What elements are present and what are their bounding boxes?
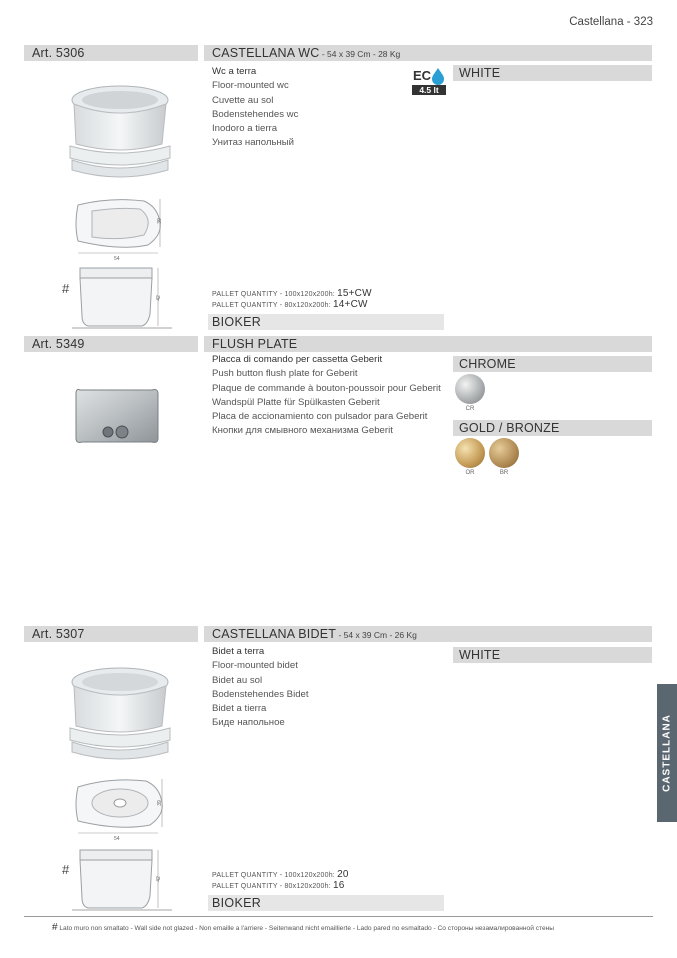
chrome-swatch[interactable]: [455, 374, 485, 404]
wc-product-image: [62, 78, 182, 188]
product-title-bidet: CASTELLANA BIDET - 54 x 39 Cm - 26 Kg: [204, 626, 652, 642]
flush-plate-description: Placca di comando per cassetta Geberit Push button flush plate for Geberit Plaque de commande à bouton-poussoir pour Geberit Wandspül Platte für Spülkasten Geberit Placa de accionamiento con pulsador para Geberit Кнопки для смывного механизма Geberit: [212, 354, 441, 437]
bidet-top-view-drawing: [70, 775, 180, 835]
product-title-wc: CASTELLANA WC - 54 x 39 Cm - 28 Kg: [204, 45, 652, 61]
gold-code: OR: [465, 470, 475, 476]
page-number: Castellana - 323: [569, 16, 653, 28]
finish-gold-bronze: GOLD / BRONZE: [453, 420, 652, 436]
art-number-5307: Art. 5307: [24, 626, 198, 642]
wall-side-mark: #: [62, 281, 70, 296]
section-side-tab[interactable]: CASTELLANA: [657, 684, 677, 822]
finish-white-bidet: WHITE: [453, 647, 652, 663]
bidet-depth-label: 39: [156, 800, 163, 806]
bidet-height-label: 42: [155, 876, 162, 882]
wc-description: Wc a terra Floor-mounted wc Cuvette au sol Bodenstehendes wc Inodoro a tierra Унитаз напольный: [212, 66, 299, 149]
bronze-swatch[interactable]: [489, 438, 519, 468]
wc-top-view-drawing: [70, 195, 180, 255]
bidet-width-label: 54: [114, 836, 120, 842]
svg-text:EC: EC: [413, 68, 432, 83]
chrome-code: CR: [465, 406, 475, 412]
bronze-code: BR: [499, 470, 509, 476]
footnote: # Lato muro non smaltato - Wall side not glazed - Non emaille a l'arriere - Seitenwand nicht emaillierte - Lado pared no esmaltado - Со стороны незамалированной стены: [52, 922, 555, 933]
bidet-product-image: [62, 660, 182, 770]
material-bioker-bidet: BIOKER: [208, 895, 444, 911]
bidet-pallet-info: PALLET QUANTITY - 100x120x200h: 20 PALLET QUANTITY - 80x120x200h: 16: [212, 869, 349, 891]
art-number-5306: Art. 5306: [24, 45, 198, 61]
product-title-flush-plate: FLUSH PLATE: [204, 336, 652, 352]
wall-side-mark-bidet: #: [62, 862, 70, 877]
eco-badge-icon: [412, 66, 446, 96]
wc-pallet-info: PALLET QUANTITY - 100x120x200h: 15+CW PALLET QUANTITY - 80x120x200h: 14+CW: [212, 288, 372, 310]
eco-volume: 4.5 lt: [419, 85, 439, 95]
art-number-5349: Art. 5349: [24, 336, 198, 352]
material-bioker-wc: BIOKER: [208, 314, 444, 330]
finish-chrome: CHROME: [453, 356, 652, 372]
gold-swatch[interactable]: [455, 438, 485, 468]
wc-height-label: 42: [155, 295, 162, 301]
wc-width-label: 54: [114, 256, 120, 262]
flush-plate-image: [74, 386, 160, 446]
bidet-description: Bidet a terra Floor-mounted bidet Bidet au sol Bodenstehendes Bidet Bidet a tierra Биде напольное: [212, 646, 309, 729]
wc-depth-label: 39: [156, 218, 163, 224]
footer-divider: [24, 916, 653, 917]
finish-white-wc: WHITE: [453, 65, 652, 81]
